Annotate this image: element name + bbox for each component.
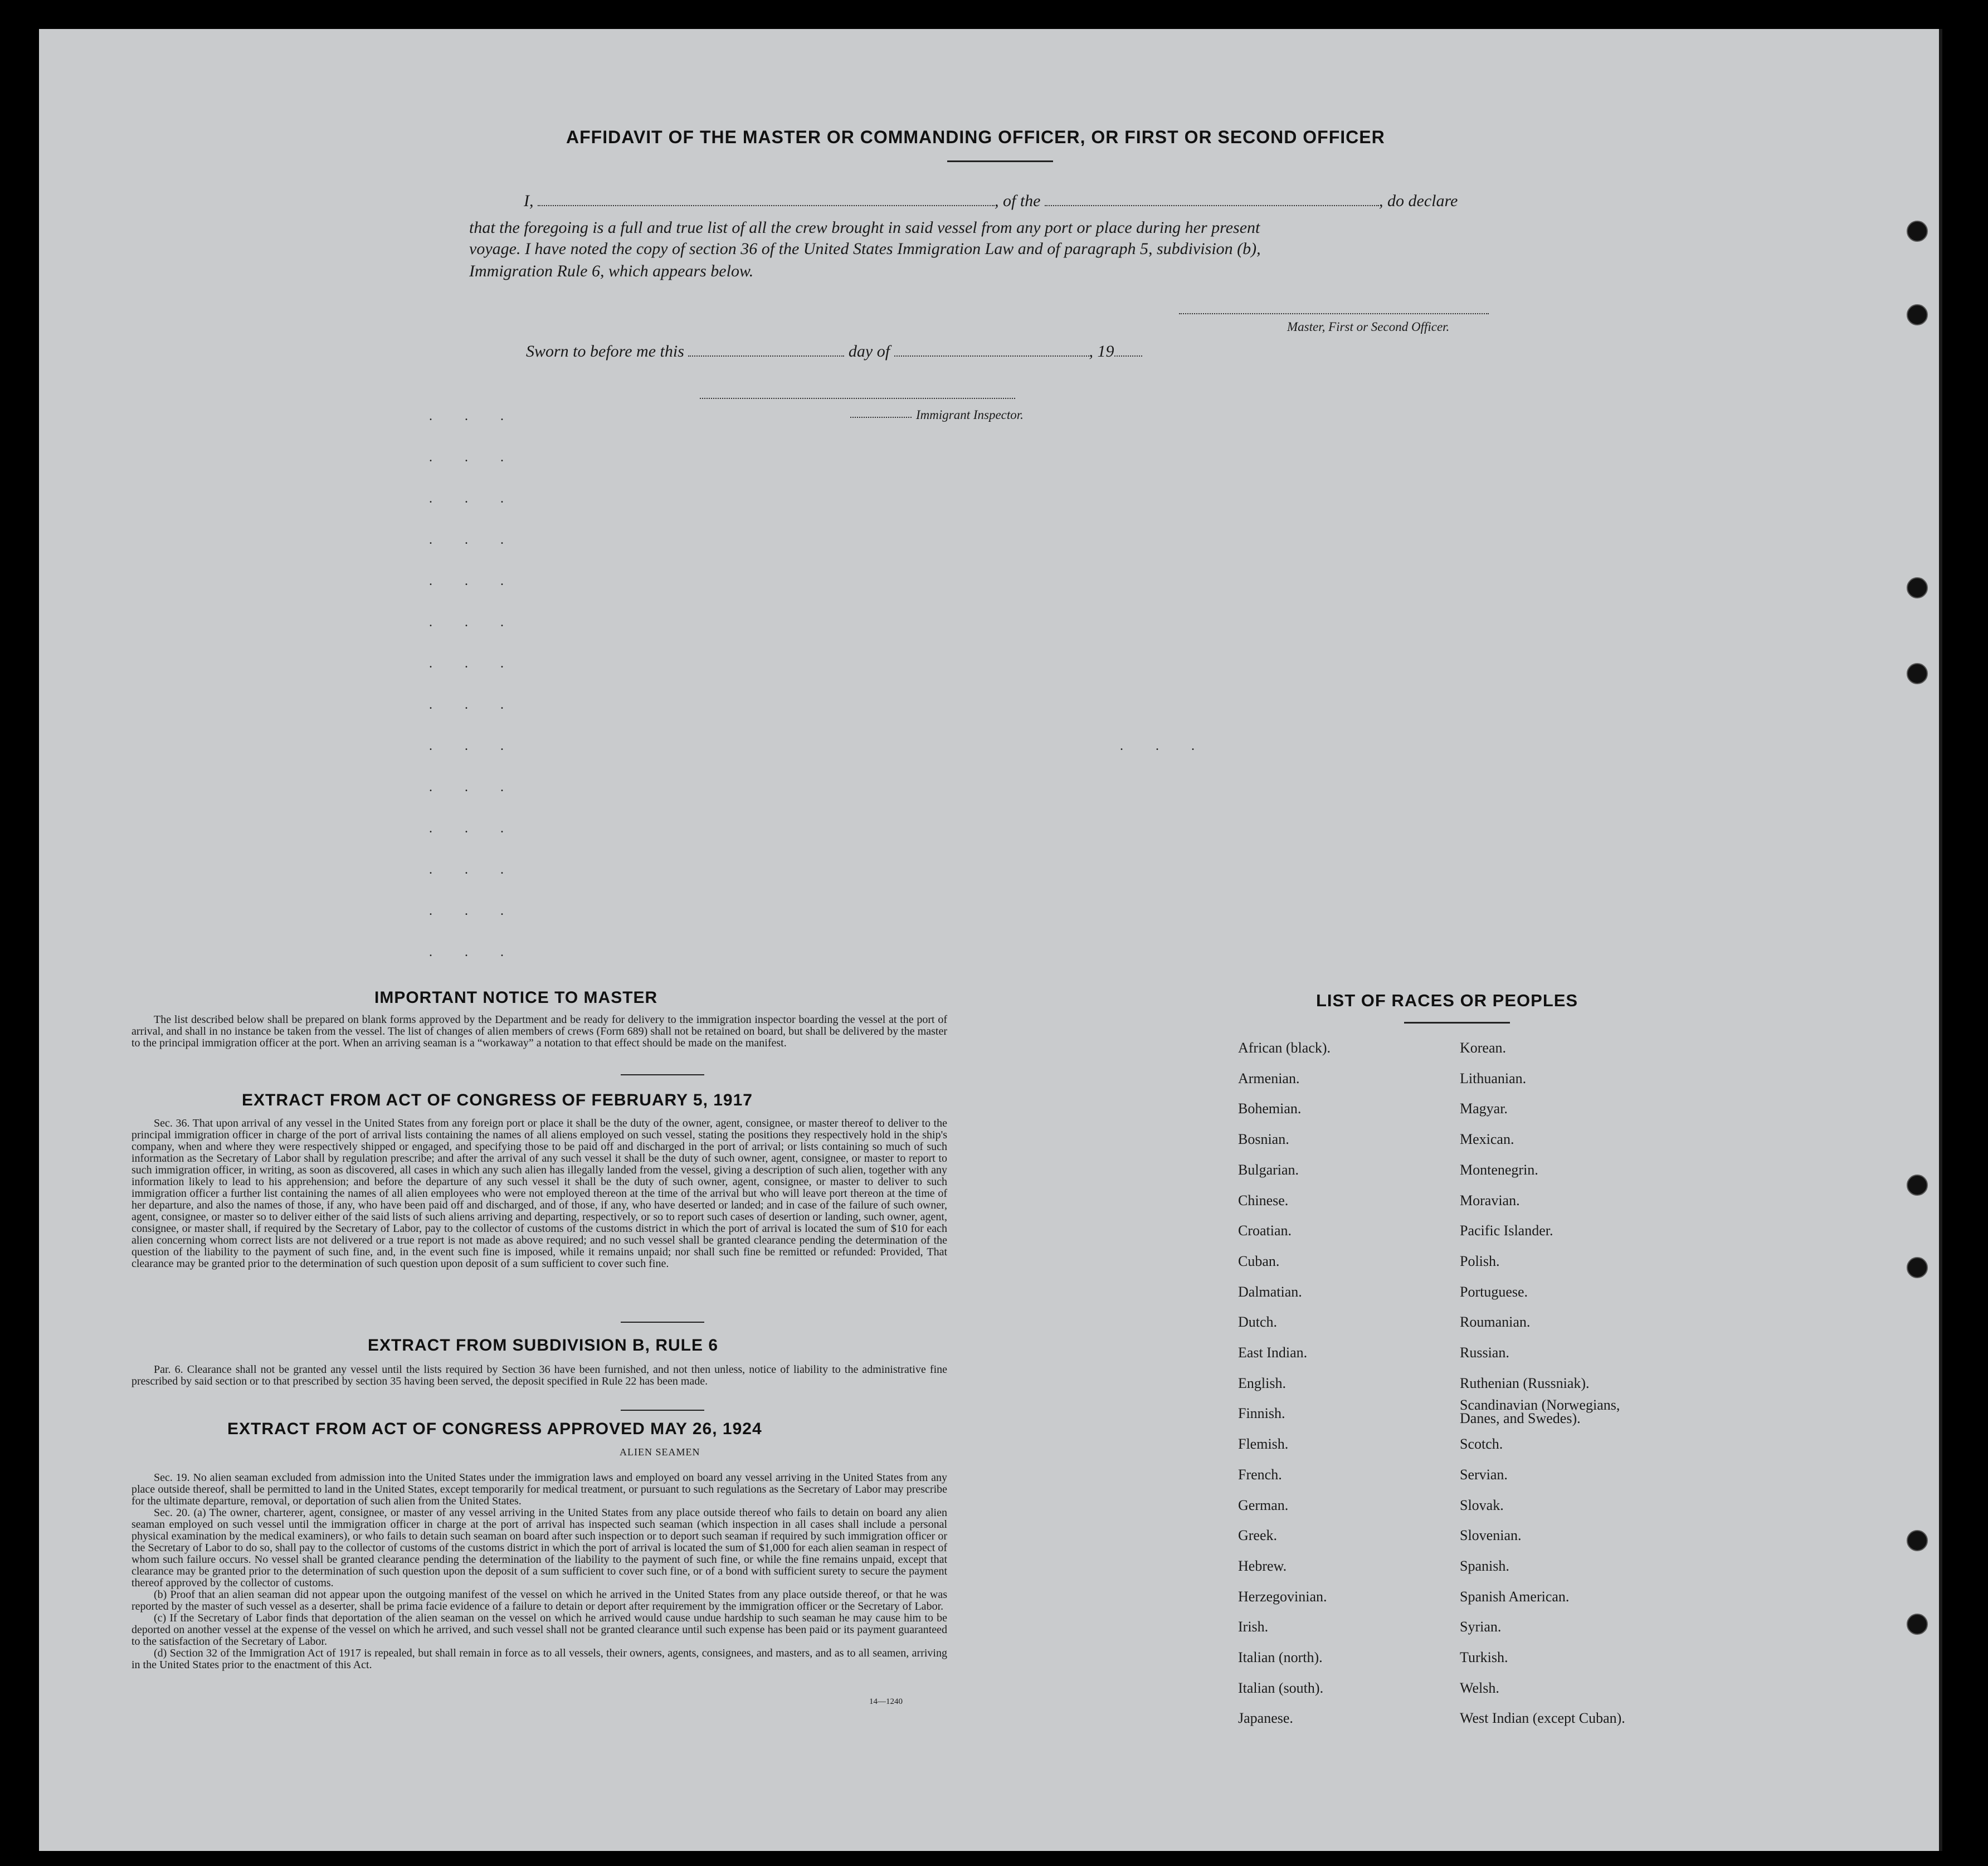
- notice-title: IMPORTANT NOTICE TO MASTER: [374, 988, 658, 1007]
- race-item: Armenian.: [1238, 1070, 1300, 1087]
- divider: [621, 1074, 704, 1075]
- race-item: Spanish.: [1460, 1557, 1509, 1574]
- race-item: Russian.: [1460, 1344, 1509, 1361]
- divider: [621, 1410, 704, 1411]
- race-item: Bosnian.: [1238, 1131, 1289, 1148]
- dot-marks: . . .: [429, 409, 518, 423]
- binder-hole: [1907, 304, 1928, 325]
- race-item: East Indian.: [1238, 1344, 1308, 1361]
- race-item: Scotch.: [1460, 1436, 1503, 1453]
- extract-1924-paragraph: (b) Proof that an alien seaman did not appear upon the outgoing manifest of the vessel on which he arrived in the United States from any place outside thereof, or that he was reported by the master of such vessel as a deserter, shall be prima facie evidence of a failure to detain or deport after requirement by the immigration officer or the Secretary of Labor.: [131, 1589, 947, 1612]
- binder-hole: [1907, 221, 1928, 242]
- year-label: , 19: [1089, 342, 1114, 360]
- affidavit-line-4: Immigration Rule 6, which appears below.: [469, 262, 754, 280]
- race-item: Slovenian.: [1460, 1527, 1522, 1544]
- race-item: Herzegovinian.: [1238, 1588, 1327, 1605]
- race-item: Chinese.: [1238, 1192, 1289, 1209]
- sworn-label: Sworn to before me this: [526, 342, 684, 360]
- binder-hole: [1907, 1175, 1928, 1196]
- extract-1917-title: EXTRACT FROM ACT OF CONGRESS OF FEBRUARY 5, 1917: [242, 1091, 753, 1109]
- race-item: Italian (north).: [1238, 1649, 1323, 1665]
- dot-marks: . . .: [429, 698, 518, 712]
- extract-rule6-text: [131, 1364, 947, 1387]
- sworn-line: [526, 342, 1142, 361]
- race-item: Pacific Islander.: [1460, 1222, 1553, 1239]
- race-item: West Indian (except Cuban).: [1460, 1710, 1625, 1727]
- affidavit-line-1: [524, 192, 1458, 211]
- race-item: Finnish.: [1238, 1405, 1285, 1422]
- binder-hole: [1907, 1614, 1928, 1635]
- race-item: Moravian.: [1460, 1192, 1520, 1209]
- signature-line[interactable]: [1179, 313, 1489, 314]
- signature-caption: Master, First or Second Officer.: [1287, 320, 1450, 334]
- notice-text: [131, 1014, 947, 1049]
- extract-1917-paragraph: Sec. 36. That upon arrival of any vessel in the United States from any foreign port or place it shall be the duty of the owner, agent, consignee, or master thereof to deliver to the principal immigration officer in charge of the port of arrival lists containing the names of all aliens employed on such vessel, stating the positions they respectively hold in the ship's company, when and where they were respectively shipped or engaged, and specifying those to be paid off and discharged in the port of arrival; or lists containing so much of such information as the Secretary of Labor shall by regulation prescribe; and after the arrival of any such vessel it shall be the duty of such owner, agent, consignee, or master to report to such immigration officer, in writing, as soon as discovered, all cases in which any such alien has illegally landed from the vessel, giving a description of such alien, together with any information likely to lead to his apprehension; and before the departure of any such vessel it shall be the duty of such owner, agent, consignee, or master to deliver to such immigration officer a further list containing the names of all alien employees who were not employed thereon at the time of the arrival but who will leave port thereon at the time of her departure, and also the names of those, if any, who have been paid off and discharged, and of those, if any, who have deserted or landed; and in case of the failure of such owner, agent, consignee, or master so to deliver either of the said lists of such aliens arriving and departing, respectively, or so to report such cases of desertion or landing, such owner, agent, consignee, or master shall, if required by the Secretary of Labor, pay to the collector of customs of the customs district in which the port of arrival is located the sum of $10 for each alien concerning whom correct lists are not delivered or a true report is not made as above required; and no such vessel shall be granted clearance pending the determination of the question of the liability to the payment of such fine, and, in the event such fine is imposed, while it remains unpaid; nor shall such fine be remitted or refunded: Provided, That clearance may be granted prior to the determination of such question upon deposit of a sum sufficient to cover such fine.: [131, 1117, 947, 1270]
- races-title: LIST OF RACES OR PEOPLES: [1316, 991, 1578, 1010]
- extract-1924-text: [131, 1472, 947, 1671]
- inspector-caption: Immigrant Inspector.: [916, 408, 1024, 422]
- race-item: Mexican.: [1460, 1131, 1514, 1148]
- race-item: Hebrew.: [1238, 1557, 1287, 1574]
- race-item: Polish.: [1460, 1253, 1500, 1269]
- race-item: Dutch.: [1238, 1314, 1278, 1331]
- race-item: French.: [1238, 1466, 1282, 1483]
- race-item: English.: [1238, 1375, 1286, 1391]
- affidavit-title: AFFIDAVIT OF THE MASTER OR COMMANDING OFFICER, OR FIRST OR SECOND OFFICER: [566, 127, 1385, 147]
- do-declare-label: , do declare: [1379, 192, 1458, 210]
- binder-hole: [1907, 1530, 1928, 1551]
- race-item: German.: [1238, 1497, 1289, 1513]
- dot-marks: . . .: [429, 780, 518, 795]
- name-blank[interactable]: [538, 205, 995, 206]
- race-item: Greek.: [1238, 1527, 1278, 1544]
- race-item: Montenegrin.: [1460, 1161, 1538, 1178]
- form-number: 14—1240: [869, 1697, 903, 1706]
- dot-marks: . . .: [429, 574, 518, 588]
- dot-marks: . . .: [1120, 739, 1209, 753]
- extract-1924-paragraph: Sec. 20. (a) The owner, charterer, agent, consignee, or master of any vessel arriving in the United States from any place outside thereof who fails to detain on board any alien seaman employed on such vessel until the immigration officer in charge at the port of arrival has inspected such seaman (which inspection in all cases shall include a personal physical examination by the medical examiners), or who fails to detain such seaman on board after such inspection or to deport such seaman if required by such immigration officer or the Secretary of Labor to do so, shall pay to the collector of customs of the customs district in which the port of arrival is located the sum of $1,000 for each alien seaman in respect of whom such failure occurs. No vessel shall be granted clearance pending the determination of the liability to the payment of such fine, or while the fine remains unpaid, except that clearance may be granted prior to the determination of such question upon the deposit of a sum sufficient to cover such fine, or of a bond with sufficient surety to secure the payment thereof approved by the collector of customs.: [131, 1507, 947, 1589]
- race-item: Flemish.: [1238, 1436, 1289, 1453]
- race-item: Lithuanian.: [1460, 1070, 1527, 1087]
- dot-marks: . . .: [429, 533, 518, 547]
- race-item: Magyar.: [1460, 1100, 1508, 1117]
- extract-rule6-paragraph: Par. 6. Clearance shall not be granted any vessel until the lists required by Section 36 have been furnished, and not then unless, notice of liability to the administrative fine prescribed by said section or to that prescribed by section 35 having been served, the deposit specified in Rule 22 has been made.: [131, 1363, 947, 1387]
- race-item: Korean.: [1460, 1040, 1507, 1056]
- race-item: Scandinavian (Norwegians, Danes, and Swedes).: [1460, 1397, 1620, 1427]
- race-item: Turkish.: [1460, 1649, 1508, 1665]
- dot-marks: . . .: [429, 945, 518, 959]
- dot-marks: . . .: [429, 863, 518, 877]
- month-blank[interactable]: [894, 355, 1089, 357]
- extract-1924-title: EXTRACT FROM ACT OF CONGRESS APPROVED MAY 26, 1924: [227, 1420, 762, 1438]
- dot-marks: . . .: [429, 821, 518, 836]
- i-label: I,: [524, 192, 534, 210]
- dot-marks: . . .: [429, 450, 518, 465]
- race-item: Servian.: [1460, 1466, 1508, 1483]
- day-blank[interactable]: [688, 355, 844, 357]
- extract-1924-paragraph: (d) Section 32 of the Immigration Act of 1917 is repealed, but shall remain in force as to all vessels, their owners, agents, consignees, and masters, and as to all seamen, arriving in the United States prior to the enactment of this Act.: [131, 1647, 947, 1671]
- divider: [947, 160, 1053, 162]
- dot-marks: . . .: [429, 491, 518, 506]
- race-item: Slovak.: [1460, 1497, 1504, 1513]
- dot-marks: . . .: [429, 615, 518, 630]
- race-item: Bulgarian.: [1238, 1161, 1299, 1178]
- divider: [621, 1322, 704, 1323]
- extract-1924-subtitle: ALIEN SEAMEN: [620, 1446, 700, 1458]
- race-item: Dalmatian.: [1238, 1283, 1302, 1300]
- inspector-signature-line[interactable]: [700, 398, 1015, 399]
- affidavit-line-2: that the foregoing is a full and true list of all the crew brought in said vessel from any port or place during her present: [469, 218, 1260, 237]
- race-item: Irish.: [1238, 1619, 1269, 1635]
- binder-hole: [1907, 663, 1928, 684]
- divider: [1404, 1022, 1510, 1024]
- race-item: African (black).: [1238, 1040, 1331, 1056]
- race-item: Portuguese.: [1460, 1283, 1528, 1300]
- inspector-caption-leader: [850, 417, 912, 418]
- race-item: Welsh.: [1460, 1679, 1499, 1696]
- race-item: Spanish American.: [1460, 1588, 1570, 1605]
- dot-marks: . . .: [429, 739, 518, 753]
- day-of-label: day of: [848, 342, 890, 360]
- extract-rule6-title: EXTRACT FROM SUBDIVISION B, RULE 6: [368, 1336, 719, 1355]
- binder-hole: [1907, 577, 1928, 598]
- of-the-label: , of the: [995, 192, 1041, 210]
- race-item: Syrian.: [1460, 1619, 1502, 1635]
- race-item: Bohemian.: [1238, 1100, 1302, 1117]
- race-item: Italian (south).: [1238, 1679, 1324, 1696]
- notice-paragraph: The list described below shall be prepared on blank forms approved by the Department and be ready for delivery to the immigration inspector boarding the vessel at the port of arrival, and shall in no instance be taken from the vessel. The list of changes of alien members of crews (Form 689) shall not be retained on board, but shall be delivered by the master to the principal immigration officer at the port. When an arriving seaman is a “workaway” a notation to that effect should be made on the manifest.: [131, 1014, 947, 1049]
- affidavit-line-3: voyage. I have noted the copy of section 36 of the United States Immigration Law and of paragraph 5, subdivision (b),: [469, 240, 1261, 258]
- race-item: Cuban.: [1238, 1253, 1280, 1269]
- race-item: Croatian.: [1238, 1222, 1292, 1239]
- extract-1917-text: [131, 1118, 947, 1270]
- dot-marks: . . .: [429, 656, 518, 671]
- vessel-blank[interactable]: [1045, 205, 1379, 206]
- race-item: Japanese.: [1238, 1710, 1293, 1727]
- year-blank[interactable]: [1114, 355, 1142, 357]
- race-item: Ruthenian (Russniak).: [1460, 1375, 1590, 1391]
- dot-marks: . . .: [429, 904, 518, 918]
- extract-1924-paragraph: (c) If the Secretary of Labor finds that deportation of the alien seaman on the vessel on which he arrived would cause undue hardship to such seaman he may cause him to be deported on another vessel at the expense of the vessel on which he arrived, and such vessel shall not be granted clearance until such expense has been paid or its payment guaranteed to the satisfaction of the Secretary of Labor.: [131, 1612, 947, 1648]
- race-item: Roumanian.: [1460, 1314, 1531, 1331]
- binder-hole: [1907, 1257, 1928, 1278]
- extract-1924-paragraph: Sec. 19. No alien seaman excluded from admission into the United States under the immigration laws and employed on board any vessel arriving in the United States from any place outside thereof, shall be permitted to land in the United States, except temporarily for medical treatment, or pursuant to such regulations as the Secretary of Labor may prescribe for the ultimate departure, removal, or deportation of such alien from the United States.: [131, 1472, 947, 1507]
